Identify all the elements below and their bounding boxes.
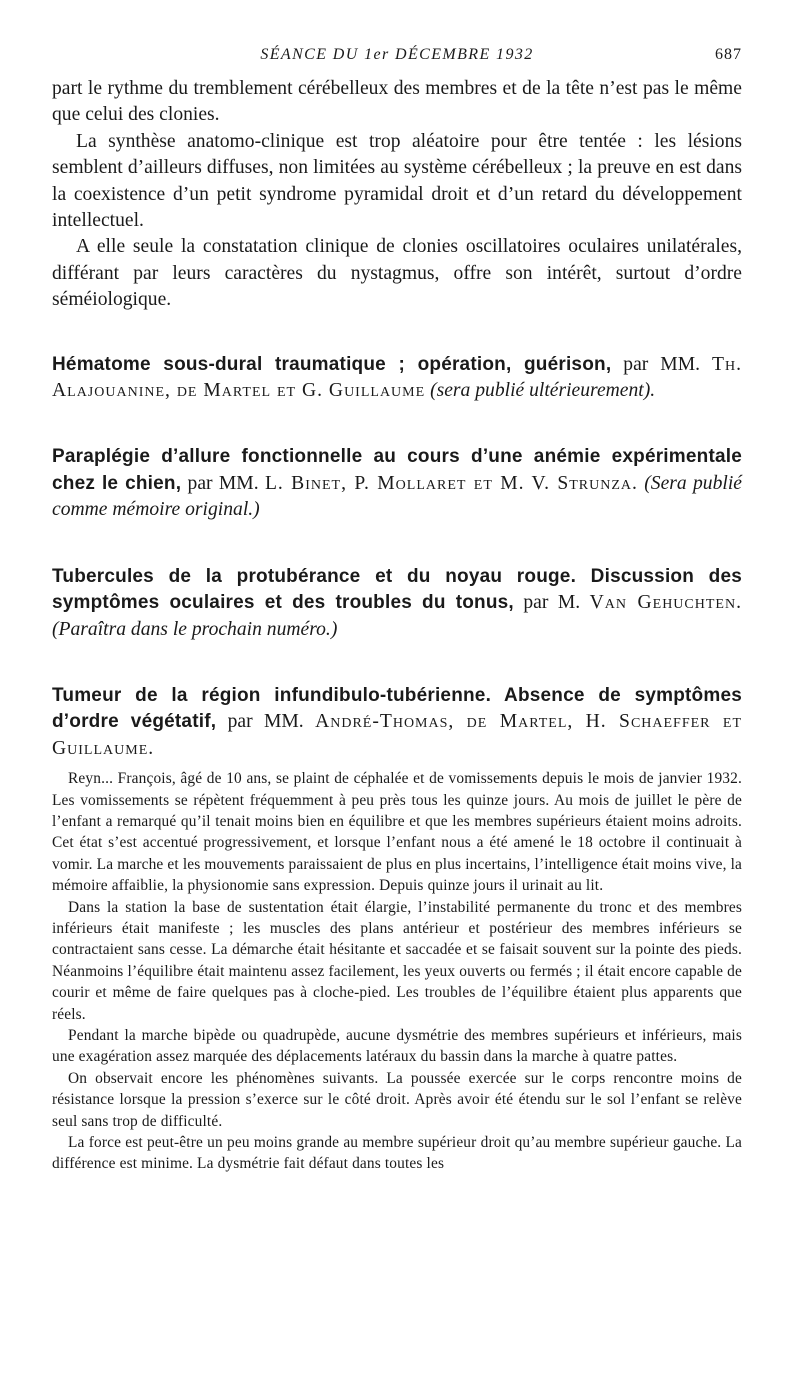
case-paragraph-3: Pendant la marche bipède ou quadrupède, aucune dysmétrie des membres supérieurs et inférieurs, mais une exagération assez marquée des déplacements latéraux du bassin dans la marche à quatre pattes. [52, 1027, 742, 1066]
entry-tubercules [52, 564, 742, 643]
intro-text [52, 76, 742, 314]
entry-title: Tubercules de la protubérance et du noyau rouge. Discussion des symptômes oculaires et des troubles du tonus, [52, 565, 742, 614]
entry-authors: L. Binet, P. Mollaret et M. V. Strunza. [264, 472, 638, 494]
case-paragraph-4: On observait encore les phénomènes suivants. La poussée exercée sur le corps rencontre moins de résistance lorsque la pression s’exerce sur le côté droit. Après avoir été étendu sur le sol l’enfant se relève seul sans trop de difficulté. [52, 1069, 742, 1130]
entry-note: (Paraîtra dans le prochain numéro.) [52, 618, 338, 640]
case-paragraph-5: La force est peut-être un peu moins grande au membre supérieur droit qu’au membre supérieur gauche. La différence est minime. La dysmétrie fait défaut dans toutes les [52, 1134, 742, 1173]
entry-tumeur [52, 683, 742, 762]
entry-note: (Sera publié comme mémoire original.) [52, 472, 742, 521]
entry-par: par MM. [181, 472, 265, 494]
entry-paraplegie [52, 444, 742, 523]
page [52, 46, 742, 1175]
intro-paragraph-1: part le rythme du tremblement cérébelleux des membres et de la tête n’est pas le même que celui des clonies. [52, 78, 742, 126]
entry-hematome [52, 352, 742, 405]
entry-title: Tumeur de la région infundibulo-tubérienne. Absence de symptômes d’ordre végétatif, [52, 684, 742, 733]
entry-authors: Van Gehuchten. [589, 592, 742, 614]
entry-authors: André-Thomas, de Martel, H. Schaeffer et Guillaume. [52, 711, 742, 759]
case-paragraph-1: Reyn... François, âgé de 10 ans, se plaint de céphalée et de vomissements depuis le mois de janvier 1932. Les vomissements se répètent fréquemment à peu près tous les quinze jours. Au mois de juillet le père de l’enfant a remarqué qu’il tenait moins bien en équilibre et que les membres supérieurs étaient moins adroits. Cet état s’est accentué progressivement, et lorsque l’enfant nous a été amené le 18 octobre il continuait à vomir. La marche et les mouvements paraissaient de plus en plus incertains, l’intelligence était moins vive, la mémoire affaiblie, la physionomie sans expression. Depuis quinze jours il urinait au lit. [52, 770, 742, 895]
running-header [52, 46, 742, 76]
case-paragraph-2: Dans la station la base de sustentation était élargie, l’instabilité permanente du tronc et des membres inférieurs était manifeste ; les muscles des plans antérieur et postérieur des membres inférieurs se contractaient sans cesse. La démarche était hésitante et saccadée et se faisait souvent sur la pointe des pieds. Néanmoins l’équilibre était maintenu assez facilement, les yeux ouverts ou fermés ; il était encore capable de courir et même de faire quelques pas à cloche-pied. Les troubles de l’équilibre étaient plus apparents que réels. [52, 898, 742, 1023]
header-title: SÉANCE DU 1er DÉCEMBRE 1932 [260, 46, 534, 63]
case-report [52, 768, 742, 1175]
intro-paragraph-2: La synthèse anatomo-clinique est trop aléatoire pour être tentée : les lésions semblent d’ailleurs diffuses, non limitées au système cérébelleux ; la preuve en est dans la coexistence d’un petit syndrome pyramidal droit et d’un retard du développement intellectuel. [52, 130, 742, 232]
entry-note: (sera publié ultérieurement). [425, 380, 656, 402]
entry-authors: Th. Alajouanine, de Martel et G. Guillaume [52, 353, 742, 402]
entry-par: par M. [513, 592, 590, 614]
entry-par: par MM. [216, 711, 316, 733]
entry-par: par MM. [611, 353, 713, 375]
entry-title: Paraplégie d’allure fonctionnelle au cours d’une anémie expérimentale chez le chien, [52, 446, 742, 494]
page-number: 687 [715, 46, 742, 63]
entry-title: Hématome sous-dural traumatique ; opération, guérison, [52, 353, 612, 375]
intro-paragraph-3: A elle seule la constatation clinique de clonies oscillatoires oculaires unilatérales, différant par leurs caractères du nystagmus, offre son intérêt, surtout d’ordre séméiologique. [52, 236, 742, 311]
